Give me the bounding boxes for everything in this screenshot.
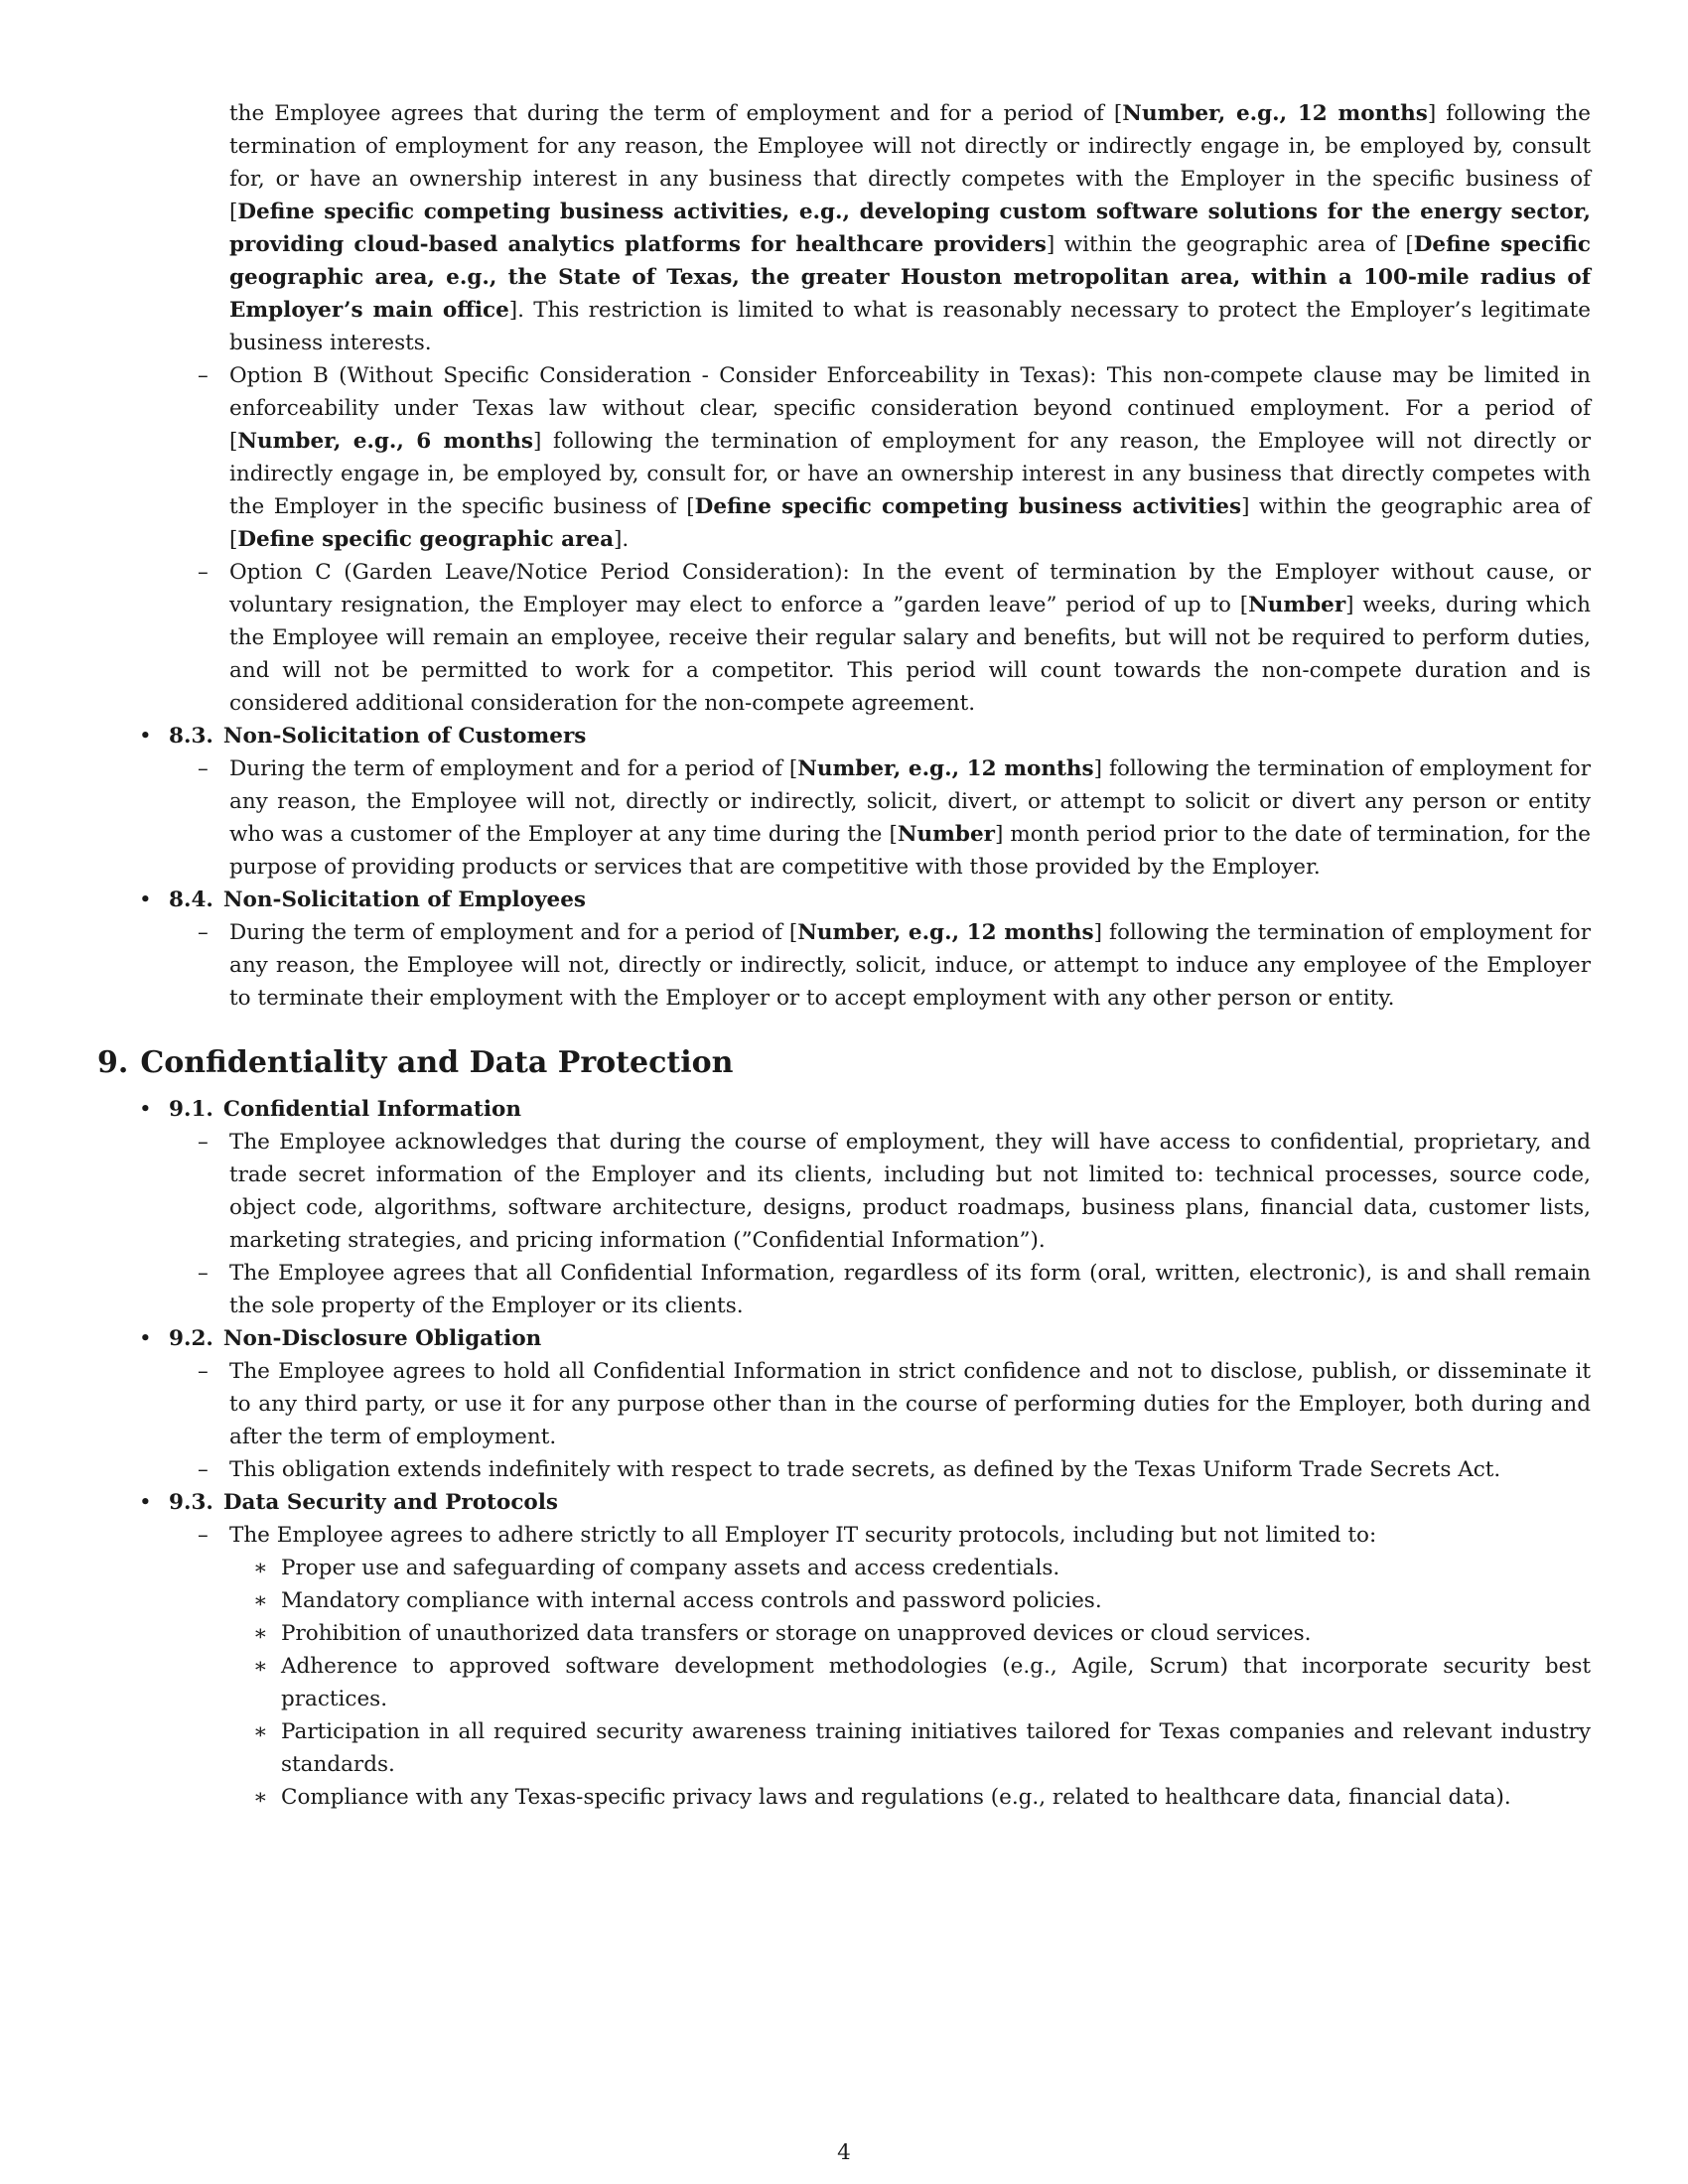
subsection-9-1-clause <box>198 1126 1591 1257</box>
subsection-title: Non-Solicitation of Employees <box>222 887 587 912</box>
list-item <box>253 1715 1591 1781</box>
text-run: [ <box>1405 232 1414 257</box>
subsection-9-2-clause <box>198 1453 1591 1486</box>
clause-text <box>229 920 1591 1011</box>
text-run: Option C (Garden Leave/Notice Period Consideration): In the event of termination by the Employer without cause, or voluntary resignation, the Employer may elect to enforce a ”garden leave” period of up to [ <box>229 560 1591 617</box>
dash-marker: – <box>198 920 209 945</box>
asterisk-marker: ∗ <box>253 1654 268 1679</box>
subsection-number: 9.3. <box>169 1490 213 1515</box>
dash-marker: – <box>198 1130 209 1155</box>
placeholder-bold-text: Define specific geographic area <box>237 527 615 552</box>
bullet-marker: • <box>139 1490 152 1515</box>
list-item-text: Participation in all required security awareness training initiatives tailored for Texas companies and relevant industry standards. <box>281 1719 1591 1777</box>
subsection-title: Data Security and Protocols <box>222 1490 559 1515</box>
dash-marker: – <box>198 363 209 388</box>
section-heading-9 <box>97 1043 1591 1083</box>
subsection-number: 9.1. <box>169 1097 213 1122</box>
subsection-9-1 <box>139 1093 1591 1126</box>
clause-text <box>229 1359 1591 1449</box>
dash-marker: – <box>198 756 209 781</box>
document-page-body <box>97 97 1591 1814</box>
text-run: ] month period prior to the date of termination, for the purpose of providing products or services that are competitive with those provided by the Employer. <box>229 822 1591 880</box>
subsection-9-1-clause <box>198 1257 1591 1322</box>
option-b-text <box>229 363 1591 552</box>
list-item-text: Compliance with any Texas-specific privacy laws and regulations (e.g., related to healthcare data, financial data). <box>281 1785 1511 1810</box>
placeholder-bold-text: Define specific geographic area, e.g., the State of Texas, the greater Houston metropolitan area, within a 100-mile radius of Employer’s main office <box>229 232 1591 323</box>
dash-marker: – <box>198 560 209 585</box>
text-run: ] within the geographic area of [ <box>229 494 1591 552</box>
non-compete-option-c <box>198 556 1591 720</box>
clause-text: The Employee agrees to adhere strictly to all Employer IT security protocols, including but not limited to: <box>229 1523 1377 1548</box>
dash-marker: – <box>198 1359 209 1384</box>
text-run: The Employee agrees that all Confidential Information, regardless of its form (oral, written, electronic), is and shall remain the sole property of the Employer or its clients. <box>229 1261 1591 1318</box>
placeholder-bold-text: Number <box>1248 593 1346 617</box>
text-run: ] within the geographic area of <box>1046 232 1406 257</box>
text-run: The Employee acknowledges that during the course of employment, they will have access to confidential, proprietary, and trade secret information of the Employer and its clients, including but not limited to: technical processes, source code, object code, algorithms, software architecture, designs, product roadmaps, business plans, financial data, customer lists, marketing strategies, and pricing information (”Confidential Information”). <box>229 1130 1591 1253</box>
placeholder-bold-text: Define specific competing business activities <box>694 494 1242 519</box>
security-protocol-list <box>97 1552 1591 1814</box>
asterisk-marker: ∗ <box>253 1785 268 1810</box>
placeholder-bold-text: Number, e.g., 12 months <box>797 920 1094 945</box>
subsection-heading <box>169 1093 1591 1126</box>
subsection-title: Non-Disclosure Obligation <box>222 1326 542 1351</box>
clause-text <box>229 756 1591 880</box>
bullet-marker: • <box>139 724 152 749</box>
list-item <box>253 1650 1591 1715</box>
subsection-8-3-clause <box>198 752 1591 884</box>
section-title: Confidentiality and Data Protection <box>140 1045 734 1080</box>
text-run: [ <box>1113 101 1123 126</box>
subsection-number: 8.4. <box>169 887 213 912</box>
list-item <box>253 1617 1591 1650</box>
subsection-9-2-clause <box>198 1355 1591 1453</box>
subsection-9-3 <box>139 1486 1591 1519</box>
dash-marker: – <box>198 1523 209 1548</box>
placeholder-bold-text: Number, e.g., 12 months <box>1122 101 1428 126</box>
text-run: ] weeks, during which the Employee will remain an employee, receive their regular salary and benefits, but will not be required to perform duties, and will not be permitted to work for a competitor. This period will count towards the non-compete duration and is considered additional consideration for the non-compete agreement. <box>229 593 1591 716</box>
clause-text <box>229 1261 1591 1318</box>
subsection-heading <box>169 884 1591 916</box>
list-item-text: Mandatory compliance with internal access controls and password policies. <box>281 1588 1102 1613</box>
subsection-number: 8.3. <box>169 724 213 749</box>
asterisk-marker: ∗ <box>253 1556 268 1580</box>
text-run: the Employee agrees that during the term of employment and for a period of <box>229 101 1114 126</box>
subsection-heading <box>169 1322 1591 1355</box>
text-run: ] following the termination of employment for any reason, the Employee will not directly or indirectly engage in, be employed by, consult for, or have an ownership interest in any business that directly competes with the Employer in the specific business of [ <box>229 429 1591 519</box>
subsection-heading <box>169 1486 1591 1519</box>
text-run: ]. <box>614 527 630 552</box>
non-compete-option-a-continuation <box>229 97 1591 359</box>
subsection-heading <box>169 720 1591 752</box>
text-run: [ <box>229 200 238 224</box>
bullet-marker: • <box>139 887 152 912</box>
list-item-text: Prohibition of unauthorized data transfers or storage on unapproved devices or cloud services. <box>281 1621 1312 1646</box>
list-item <box>253 1781 1591 1814</box>
subsection-8-4-clause <box>198 916 1591 1015</box>
asterisk-marker: ∗ <box>253 1588 268 1613</box>
subsection-title: Confidential Information <box>222 1097 521 1122</box>
text-run: Option B (Without Specific Consideration - Consider Enforceability in Texas): This non-compete clause may be limited in enforceability under Texas law without clear, specific consideration beyond continued employment. For a period of [ <box>229 363 1591 454</box>
dash-marker: – <box>198 1457 209 1482</box>
asterisk-marker: ∗ <box>253 1719 268 1744</box>
list-item <box>253 1584 1591 1617</box>
text-run: ] following the termination of employment for any reason, the Employee will not, directly or indirectly, solicit, induce, or attempt to induce any employee of the Employer to terminate their employment with the Employer or to accept employment with any other person or entity. <box>229 920 1591 1011</box>
text-run: ] following the termination of employment for any reason, the Employee will not, directly or indirectly, solicit, divert, or attempt to solicit or divert any person or entity who was a customer of the Employer at any time during the [ <box>229 756 1591 847</box>
text-run: During the term of employment and for a period of [ <box>229 920 798 945</box>
text-run: ]. This restriction is limited to what is reasonably necessary to protect the Employer’s legitimate business interests. <box>229 298 1591 355</box>
clause-text <box>229 1457 1500 1482</box>
asterisk-marker: ∗ <box>253 1621 268 1646</box>
page-number: 4 <box>837 2140 851 2165</box>
dash-marker: – <box>198 1261 209 1286</box>
bullet-marker: • <box>139 1097 152 1122</box>
option-c-text <box>229 560 1591 716</box>
subsection-8-3 <box>139 720 1591 752</box>
bullet-marker: • <box>139 1326 152 1351</box>
subsection-9-3-clause <box>198 1519 1591 1552</box>
placeholder-bold-text: Number, e.g., 6 months <box>237 429 533 454</box>
non-compete-option-b <box>198 359 1591 556</box>
list-item <box>253 1552 1591 1584</box>
placeholder-bold-text: Define specific competing business activities, e.g., developing custom software solutions for the energy sector, providing cloud-based analytics platforms for healthcare providers <box>229 200 1591 257</box>
text-run: The Employee agrees to hold all Confidential Information in strict confidence and not to disclose, publish, or disseminate it to any third party, or use it for any purpose other than in the course of performing duties for the Employer, both during and after the term of employment. <box>229 1359 1591 1449</box>
subsection-number: 9.2. <box>169 1326 213 1351</box>
text-run: This obligation extends indefinitely with respect to trade secrets, as defined by the Texas Uniform Trade Secrets Act. <box>229 1457 1501 1482</box>
list-item-text: Adherence to approved software development methodologies (e.g., Agile, Scrum) that incorporate security best practices. <box>281 1654 1591 1711</box>
subsection-8-4 <box>139 884 1591 916</box>
subsection-title: Non-Solicitation of Customers <box>222 724 587 749</box>
clause-text <box>229 1130 1591 1253</box>
placeholder-bold-text: Number <box>897 822 995 847</box>
text-run: During the term of employment and for a period of [ <box>229 756 798 781</box>
section-number: 9. <box>97 1045 129 1080</box>
list-item-text: Proper use and safeguarding of company assets and access credentials. <box>281 1556 1060 1580</box>
subsection-9-2 <box>139 1322 1591 1355</box>
placeholder-bold-text: Number, e.g., 12 months <box>797 756 1094 781</box>
text-run: ] following the termination of employment for any reason, the Employee will not directly or indirectly engage in, be employed by, consult for, or have an ownership interest in any business that directly competes with the Employer in the specific business of <box>229 101 1591 192</box>
